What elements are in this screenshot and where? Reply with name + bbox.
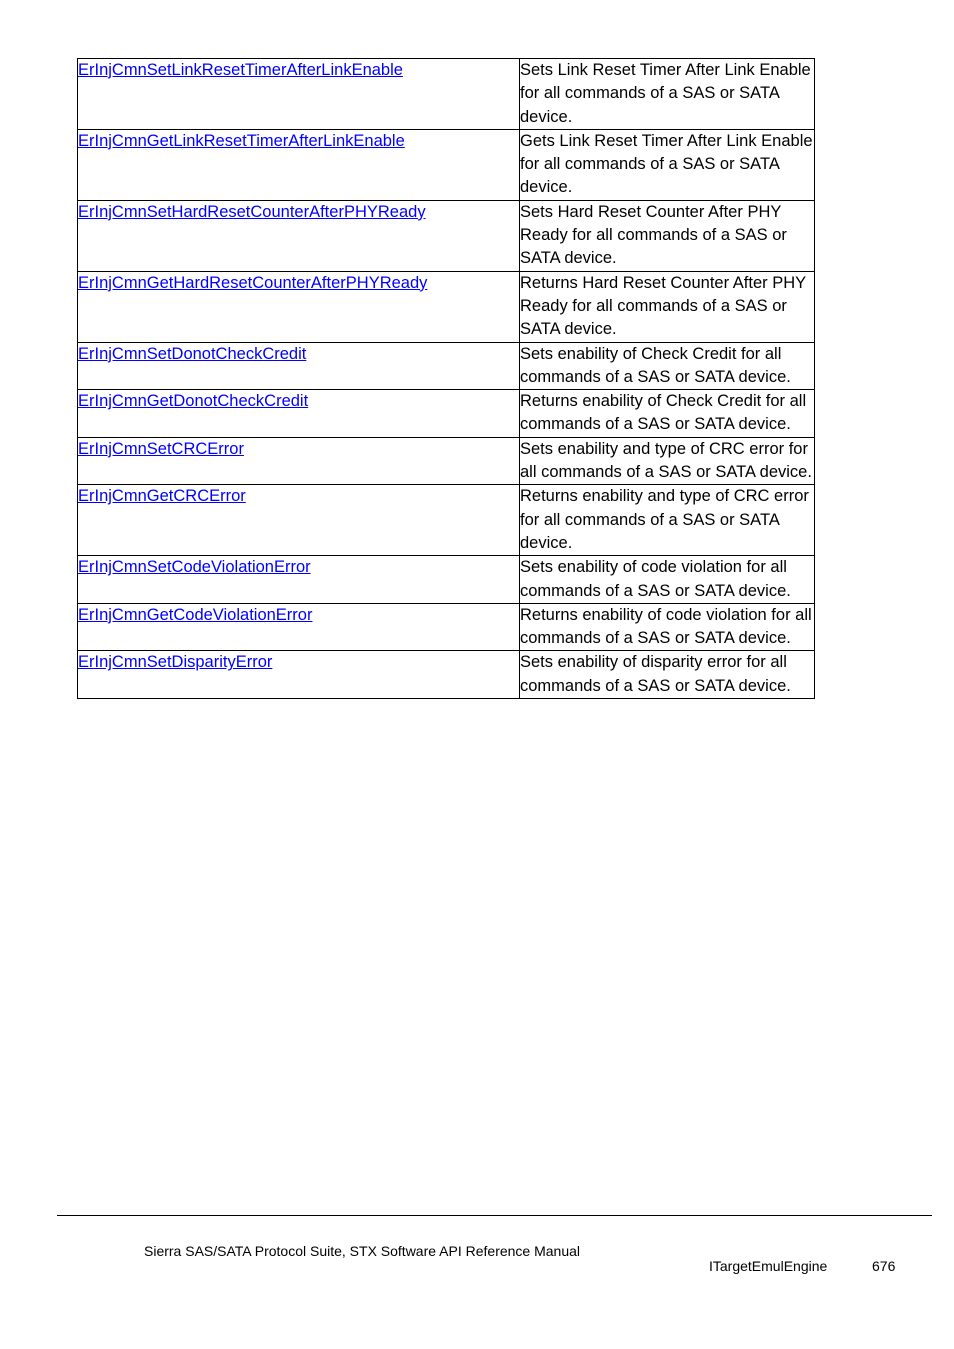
method-description: Sets enability and type of CRC error for all commands of a SAS or SATA device.: [520, 439, 812, 482]
table-row: [78, 271, 815, 342]
method-cell: [78, 342, 520, 390]
method-description: Sets Link Reset Timer After Link Enable for all commands of a SAS or SATA device.: [520, 61, 811, 126]
method-link[interactable]: ErInjCmnGetDonotCheckCredit: [78, 392, 309, 411]
method-link[interactable]: ErInjCmnSetLinkResetTimerAfterLinkEnable: [78, 61, 403, 79]
method-description: Returns enability of Check Credit for all commands of a SAS or SATA device.: [520, 392, 807, 434]
table-row: [78, 556, 815, 604]
method-description: Sets enability of Check Credit for all commands of a SAS or SATA device.: [520, 344, 791, 386]
table-row: [78, 129, 815, 200]
method-cell: [78, 390, 520, 438]
method-cell: [78, 603, 520, 651]
table-row: [78, 390, 815, 438]
method-description: Gets Link Reset Timer After Link Enable for all commands of a SAS or SATA device.: [520, 131, 813, 197]
footer-page-number: 676: [872, 1258, 896, 1274]
method-cell: [78, 200, 520, 271]
method-cell: [78, 271, 520, 342]
table-row: [78, 651, 815, 699]
method-cell: [78, 556, 520, 604]
api-methods-table: [77, 58, 815, 699]
description-cell: [520, 556, 815, 604]
method-description: Sets Hard Reset Counter After PHY Ready for all commands of a SAS or SATA device.: [520, 202, 787, 268]
description-cell: [520, 651, 815, 699]
method-cell: [78, 651, 520, 699]
description-cell: [520, 200, 815, 271]
description-cell: [520, 59, 815, 130]
method-cell: [78, 129, 520, 200]
method-cell: [78, 59, 520, 130]
table-row: [78, 200, 815, 271]
table-row: [78, 485, 815, 556]
method-link[interactable]: ErInjCmnGetCodeViolationError: [78, 605, 313, 624]
method-link[interactable]: ErInjCmnSetHardResetCounterAfterPHYReady: [78, 202, 426, 221]
table-row: [78, 603, 815, 651]
method-link[interactable]: ErInjCmnSetDonotCheckCredit: [78, 344, 307, 363]
method-description: Returns enability and type of CRC error for all commands of a SAS or SATA device.: [520, 487, 809, 552]
method-link[interactable]: ErInjCmnSetCRCError: [78, 439, 244, 458]
method-link[interactable]: ErInjCmnSetCodeViolationError: [78, 558, 311, 577]
api-methods-table-body: [78, 59, 815, 699]
description-cell: [520, 129, 815, 200]
description-cell: [520, 437, 815, 485]
method-link[interactable]: ErInjCmnGetLinkResetTimerAfterLinkEnable: [78, 131, 405, 150]
table-row: [78, 437, 815, 485]
method-description: Sets enability of code violation for all commands of a SAS or SATA device.: [520, 558, 791, 600]
description-cell: [520, 271, 815, 342]
method-link[interactable]: ErInjCmnGetHardResetCounterAfterPHYReady: [78, 273, 428, 292]
table-row: [78, 59, 815, 130]
description-cell: [520, 390, 815, 438]
method-link[interactable]: ErInjCmnSetDisparityError: [78, 653, 273, 672]
method-cell: [78, 437, 520, 485]
method-description: Sets enability of disparity error for all commands of a SAS or SATA device.: [520, 653, 791, 695]
method-description: Returns Hard Reset Counter After PHY Ready for all commands of a SAS or SATA device.: [520, 273, 806, 339]
method-description: Returns enability of code violation for all commands of a SAS or SATA device.: [520, 605, 812, 648]
method-link[interactable]: ErInjCmnGetCRCError: [78, 487, 246, 506]
description-cell: [520, 603, 815, 651]
footer-manual-title: Sierra SAS/SATA Protocol Suite, STX Software API Reference Manual: [144, 1243, 581, 1259]
method-cell: [78, 485, 520, 556]
description-cell: [520, 485, 815, 556]
description-cell: [520, 342, 815, 390]
table-row: [78, 342, 815, 390]
footer-section-name: ITargetEmulEngine: [709, 1258, 828, 1274]
footer-divider: [57, 1215, 932, 1216]
